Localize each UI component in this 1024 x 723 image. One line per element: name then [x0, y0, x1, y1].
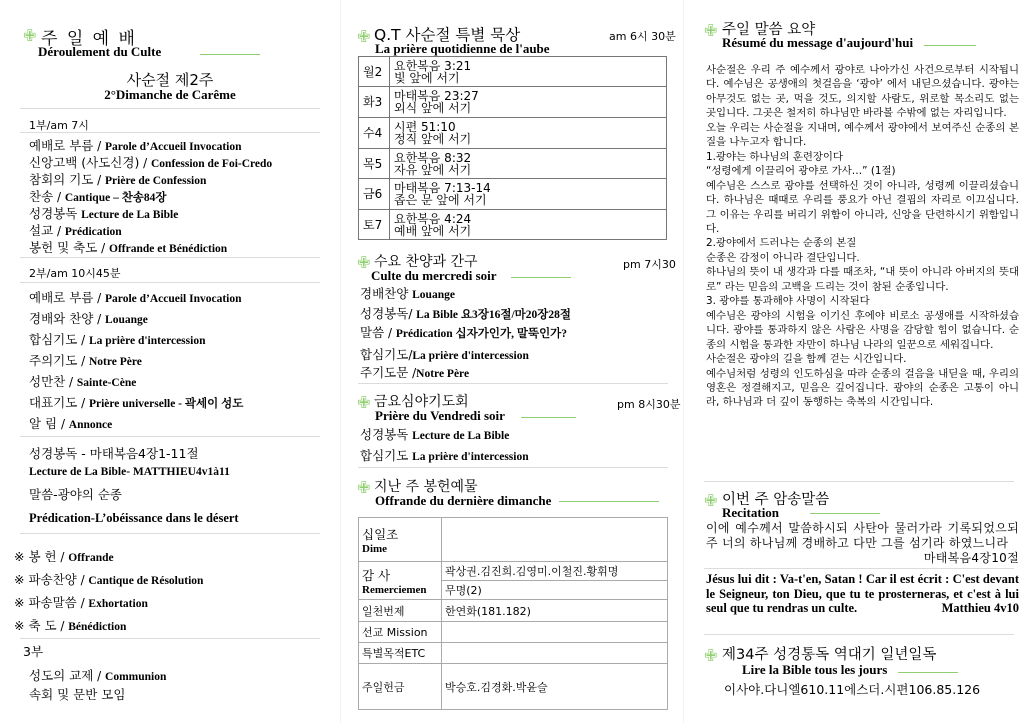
week-title-fr: 2°Dimanche de Carême	[104, 87, 236, 102]
qt-day: 화3	[359, 87, 390, 118]
table-row	[359, 57, 667, 87]
worship-title: 주 일 예 배	[41, 29, 137, 49]
table-row	[359, 179, 667, 210]
divider	[704, 568, 1014, 569]
table-row	[359, 518, 668, 562]
part2-time: 2부/am 10시45분	[29, 267, 121, 280]
offering-category: 일천번제	[359, 600, 442, 622]
divider	[20, 638, 320, 639]
offering-title-fr: Offrande du dernière dimanche	[375, 493, 552, 508]
offering-names	[442, 643, 668, 664]
divider	[20, 436, 320, 437]
sermon-ko: 말씀-광야의 순종	[29, 487, 123, 502]
order-item: 신앙고백 (사도신경) / Confession de Foi-Credo	[29, 155, 273, 170]
recitation-ko: 이에 예수께서 말씀하시되 사탄아 물러가라 기록되었으되 주 너의 하나님께 경배하고 다만 그를 섬기라 하였느니라 마태복음4장10절	[706, 521, 1019, 565]
reading-ko: 성경봉독 - 마태복음4장1-11절	[29, 446, 199, 461]
qt-verse: 마태복음 23:27 외식 앞에 서기	[390, 87, 667, 118]
order-item: 주의기도 / Notre Père	[29, 353, 142, 368]
offering-names: 곽상권.김진희.김영미.이철진.황휘명	[442, 562, 668, 581]
wed-time: pm 7시30	[623, 258, 676, 271]
closing-item: ※ 축 도 / Bénédiction	[14, 618, 127, 633]
qt-verse: 시편 51:10 정직 앞에 서기	[390, 118, 667, 149]
wed-item: 주기도문 /Notre Père	[360, 365, 470, 380]
cross-icon: ✙	[357, 478, 371, 497]
order-item: 예배로 부름 / Parole d’Accueil Invocation	[29, 138, 242, 153]
divider	[704, 481, 1014, 482]
table-row	[359, 562, 668, 581]
table-row	[359, 87, 667, 118]
order-item: 찬송 / Cantique – 찬송84장	[29, 189, 167, 204]
divider	[20, 282, 320, 283]
qt-verse: 요한복음 4:24 예배 앞에 서기	[390, 210, 667, 240]
title-underline	[521, 417, 576, 418]
cross-icon: ✙	[23, 26, 37, 45]
divider	[358, 467, 668, 468]
qt-table	[358, 56, 667, 240]
title-underline	[200, 54, 260, 55]
recitation-fr-ref: Matthieu 4v10	[941, 601, 1019, 615]
worship-order-column	[0, 0, 340, 723]
qt-verse: 요한복음 3:21 빛 앞에 서기	[390, 57, 667, 87]
title-underline	[810, 513, 880, 514]
table-row	[359, 622, 668, 643]
fri-title: 금요심야기도회	[374, 394, 469, 410]
recitation-fr: Jésus lui dit : Va-t'en, Satan ! Car il est écrit : C'est devant le Seigneur, ton Dieu, que tu te prosterneras, et c'est à lui seul que tu rendras un culte. Matthieu 4v10	[706, 572, 1019, 615]
order-item: 봉헌 및 축도 / Offrande et Bénédiction	[29, 240, 228, 255]
offering-names: 한연화(181.182)	[442, 600, 668, 622]
summary-title: 주일 말씀 요약	[722, 22, 816, 38]
bible-reading-fr: Lire la Bible tous les jours	[742, 662, 888, 677]
qt-time: am 6시 30분	[609, 30, 676, 43]
cross-icon: ✙	[704, 646, 718, 665]
title-underline	[924, 45, 976, 46]
table-row	[359, 118, 667, 149]
sermon-summary-column	[684, 0, 1024, 723]
table-row	[359, 210, 667, 240]
weekly-schedule-column	[341, 0, 683, 723]
wed-item: 합심기도/La prière d'intercession	[360, 347, 529, 362]
wed-item: 경배찬양 Louange	[360, 286, 455, 301]
part3-item: 속회 및 문반 모임	[29, 687, 126, 702]
offering-names	[442, 622, 668, 643]
offering-category: 감 사 Remerciemen	[359, 562, 442, 600]
qt-day: 월2	[359, 57, 390, 87]
offering-table	[358, 517, 668, 710]
cross-icon: ✙	[357, 393, 371, 412]
offering-category: 주일헌금	[359, 664, 442, 710]
wed-item: 말씀 / Prédication 십자가인가, 말뚝인가?	[360, 325, 568, 340]
table-row	[359, 643, 668, 664]
table-row	[359, 149, 667, 179]
order-item: 경배와 찬양 / Louange	[29, 311, 148, 326]
table-row	[359, 600, 668, 622]
order-item: 대표기도 / Prière universelle - 곽세이 성도	[29, 395, 244, 410]
recitation-title: 이번 주 암송말씀	[722, 492, 830, 508]
divider	[20, 257, 320, 258]
part3-item: 성도의 교제 / Communion	[29, 668, 167, 683]
sermon-summary-text: 사순절은 우리 주 예수께서 광야로 나아가신 사건으로부터 시작됩니다. 예수님은 공생애의 첫걸음을 ‘광야’ 에서 내딛으셨습니다. 광야는 아무것도 없는 곳, 먹을 것도, 의지할 사람도, 위로할 목소리도 없는 곳입니다. 그곳은 철저히 하나님만 바라볼 수밖에 없는 자리입니다. 오늘 우리는 사순절을 지내며, 예수께서 광야에서 보여주신 순종의 본질을 나누고자 합니다. 1.광야는 하나님의 훈련장이다 “성령에게 이끌리어 광야로 가사…” (1절) 예수님은 스스로 광야를 선택하신 것이 아니라, 성령께 이끌리셨습니다. 하나님은 때때로 우리를 풍요가 아닌 결핍의 자리로 이끄십니다. 그 이유는 우리를 버리기 위함이 아니라, 신앙을 단련하시기 위함입니다. 2.광야에서 드러나는 순종의 본질 순종은 감정이 아니라 결단입니다. 하나님의 뜻이 내 생각과 다를 때조차, “내 뜻이 아니라 아버지의 뜻대로” 라는 믿음의 고백을 드리는 것이 참된 순종입니다. 3. 광야를 통과해야 사명이 시작된다 예수님은 광야의 시험을 이기신 후에야 비로소 공생애를 시작하셨습니다. 광야를 통과하지 않은 사람은 사명을 감당할 힘이 없습니다. 순종의 시험을 통과한 자만이 하나님 나라의 일꾼으로 세워집니다. 사순절은 광야의 길을 함께 걷는 시간입니다. 예수님처럼 성령의 인도하심을 따라 순종의 걸음을 내딛을 때, 우리의 영혼은 정결해지고, 믿음은 깊어집니다. 광야의 순종은 고통이 아니라, 하나님과 더 깊이 동행하는 축복의 시간입니다.	[706, 64, 1019, 409]
fri-time: pm 8시30분	[617, 398, 681, 411]
part3-label: 3부	[23, 644, 44, 659]
offering-category: 십일조 Dime	[359, 518, 442, 562]
wed-title: 수요 찬양과 간구	[374, 254, 478, 270]
order-item: 설교 / Prédication	[29, 223, 122, 238]
sermon-fr: Prédication-L’obéissance dans le désert	[29, 511, 239, 525]
divider	[20, 533, 320, 534]
qt-day: 목5	[359, 149, 390, 179]
recitation-ko-ref: 마태복음4장10절	[923, 551, 1019, 565]
order-item: 성만찬 / Sainte-Cène	[29, 374, 137, 389]
recitation-title-fr: Recitation	[722, 505, 780, 520]
qt-day: 토7	[359, 210, 390, 240]
qt-verse: 마태복음 7:13-14 좁은 문 앞에 서기	[390, 179, 667, 210]
bible-reading-title: 제34주 성경통독 역대기 일년일독	[722, 647, 937, 663]
offering-names: 박승호.김경화.박윤슬	[442, 664, 668, 710]
divider	[20, 108, 320, 109]
offering-category: 특별목적ETC	[359, 643, 442, 664]
order-item: 참회의 기도 / Prière de Confession	[29, 172, 207, 187]
title-underline	[559, 501, 659, 502]
order-item: 예배로 부름 / Parole d’Accueil Invocation	[29, 290, 242, 305]
wed-title-fr: Culte du mercredi soir	[371, 268, 497, 283]
cross-icon: ✙	[704, 21, 718, 40]
offering-names: 무명(2)	[442, 581, 668, 600]
qt-title: Q.T 사순절 특별 묵상	[374, 26, 521, 44]
table-row	[359, 664, 668, 710]
worship-title-fr: Déroulement du Culte	[38, 44, 162, 59]
closing-item: ※ 봉 헌 / Offrande	[14, 549, 114, 564]
part1-time: 1부/am 7시	[29, 119, 89, 132]
divider	[704, 634, 1014, 635]
fri-title-fr: Prière du Vendredi soir	[375, 408, 505, 423]
qt-day: 금6	[359, 179, 390, 210]
closing-item: ※ 파송찬양 / Cantique de Résolution	[14, 572, 204, 587]
order-item: 알 림 / Annonce	[29, 416, 113, 431]
qt-day: 수4	[359, 118, 390, 149]
qt-verse: 요한복음 8:32 자유 앞에 서기	[390, 149, 667, 179]
divider	[358, 383, 668, 384]
title-underline	[898, 672, 958, 673]
cross-icon: ✙	[357, 253, 371, 272]
title-underline	[511, 277, 571, 278]
bible-reading-refs: 이사야.다니엘610.11에스더.시편106.85.126	[724, 682, 981, 697]
reading-fr: Lecture de La Bible- MATTHIEU4v1à11	[29, 466, 230, 478]
wed-item: 성경봉독/ La Bible 요3장16절/마20장28절	[360, 306, 572, 321]
order-item: 합심기도 / La prière d'intercession	[29, 332, 206, 347]
week-title: 사순절 제2주	[126, 71, 214, 89]
qt-title-fr: La prière quotidienne de l'aube	[375, 41, 550, 56]
order-item: 성경봉독 Lecture de La Bible	[29, 206, 179, 221]
closing-item: ※ 파송말씀 / Exhortation	[14, 595, 148, 610]
summary-title-fr: Résumé du message d'aujourd'hui	[722, 35, 914, 50]
offering-names	[442, 518, 668, 562]
divider	[20, 132, 320, 133]
fri-item: 합심기도 La prière d'intercession	[360, 448, 529, 463]
cross-icon: ✙	[704, 491, 718, 510]
offering-title: 지난 주 봉헌예물	[374, 479, 478, 495]
offering-category: 선교 Mission	[359, 622, 442, 643]
fri-item: 성경봉독 Lecture de La Bible	[360, 427, 510, 442]
cross-icon: ✙	[357, 27, 371, 46]
